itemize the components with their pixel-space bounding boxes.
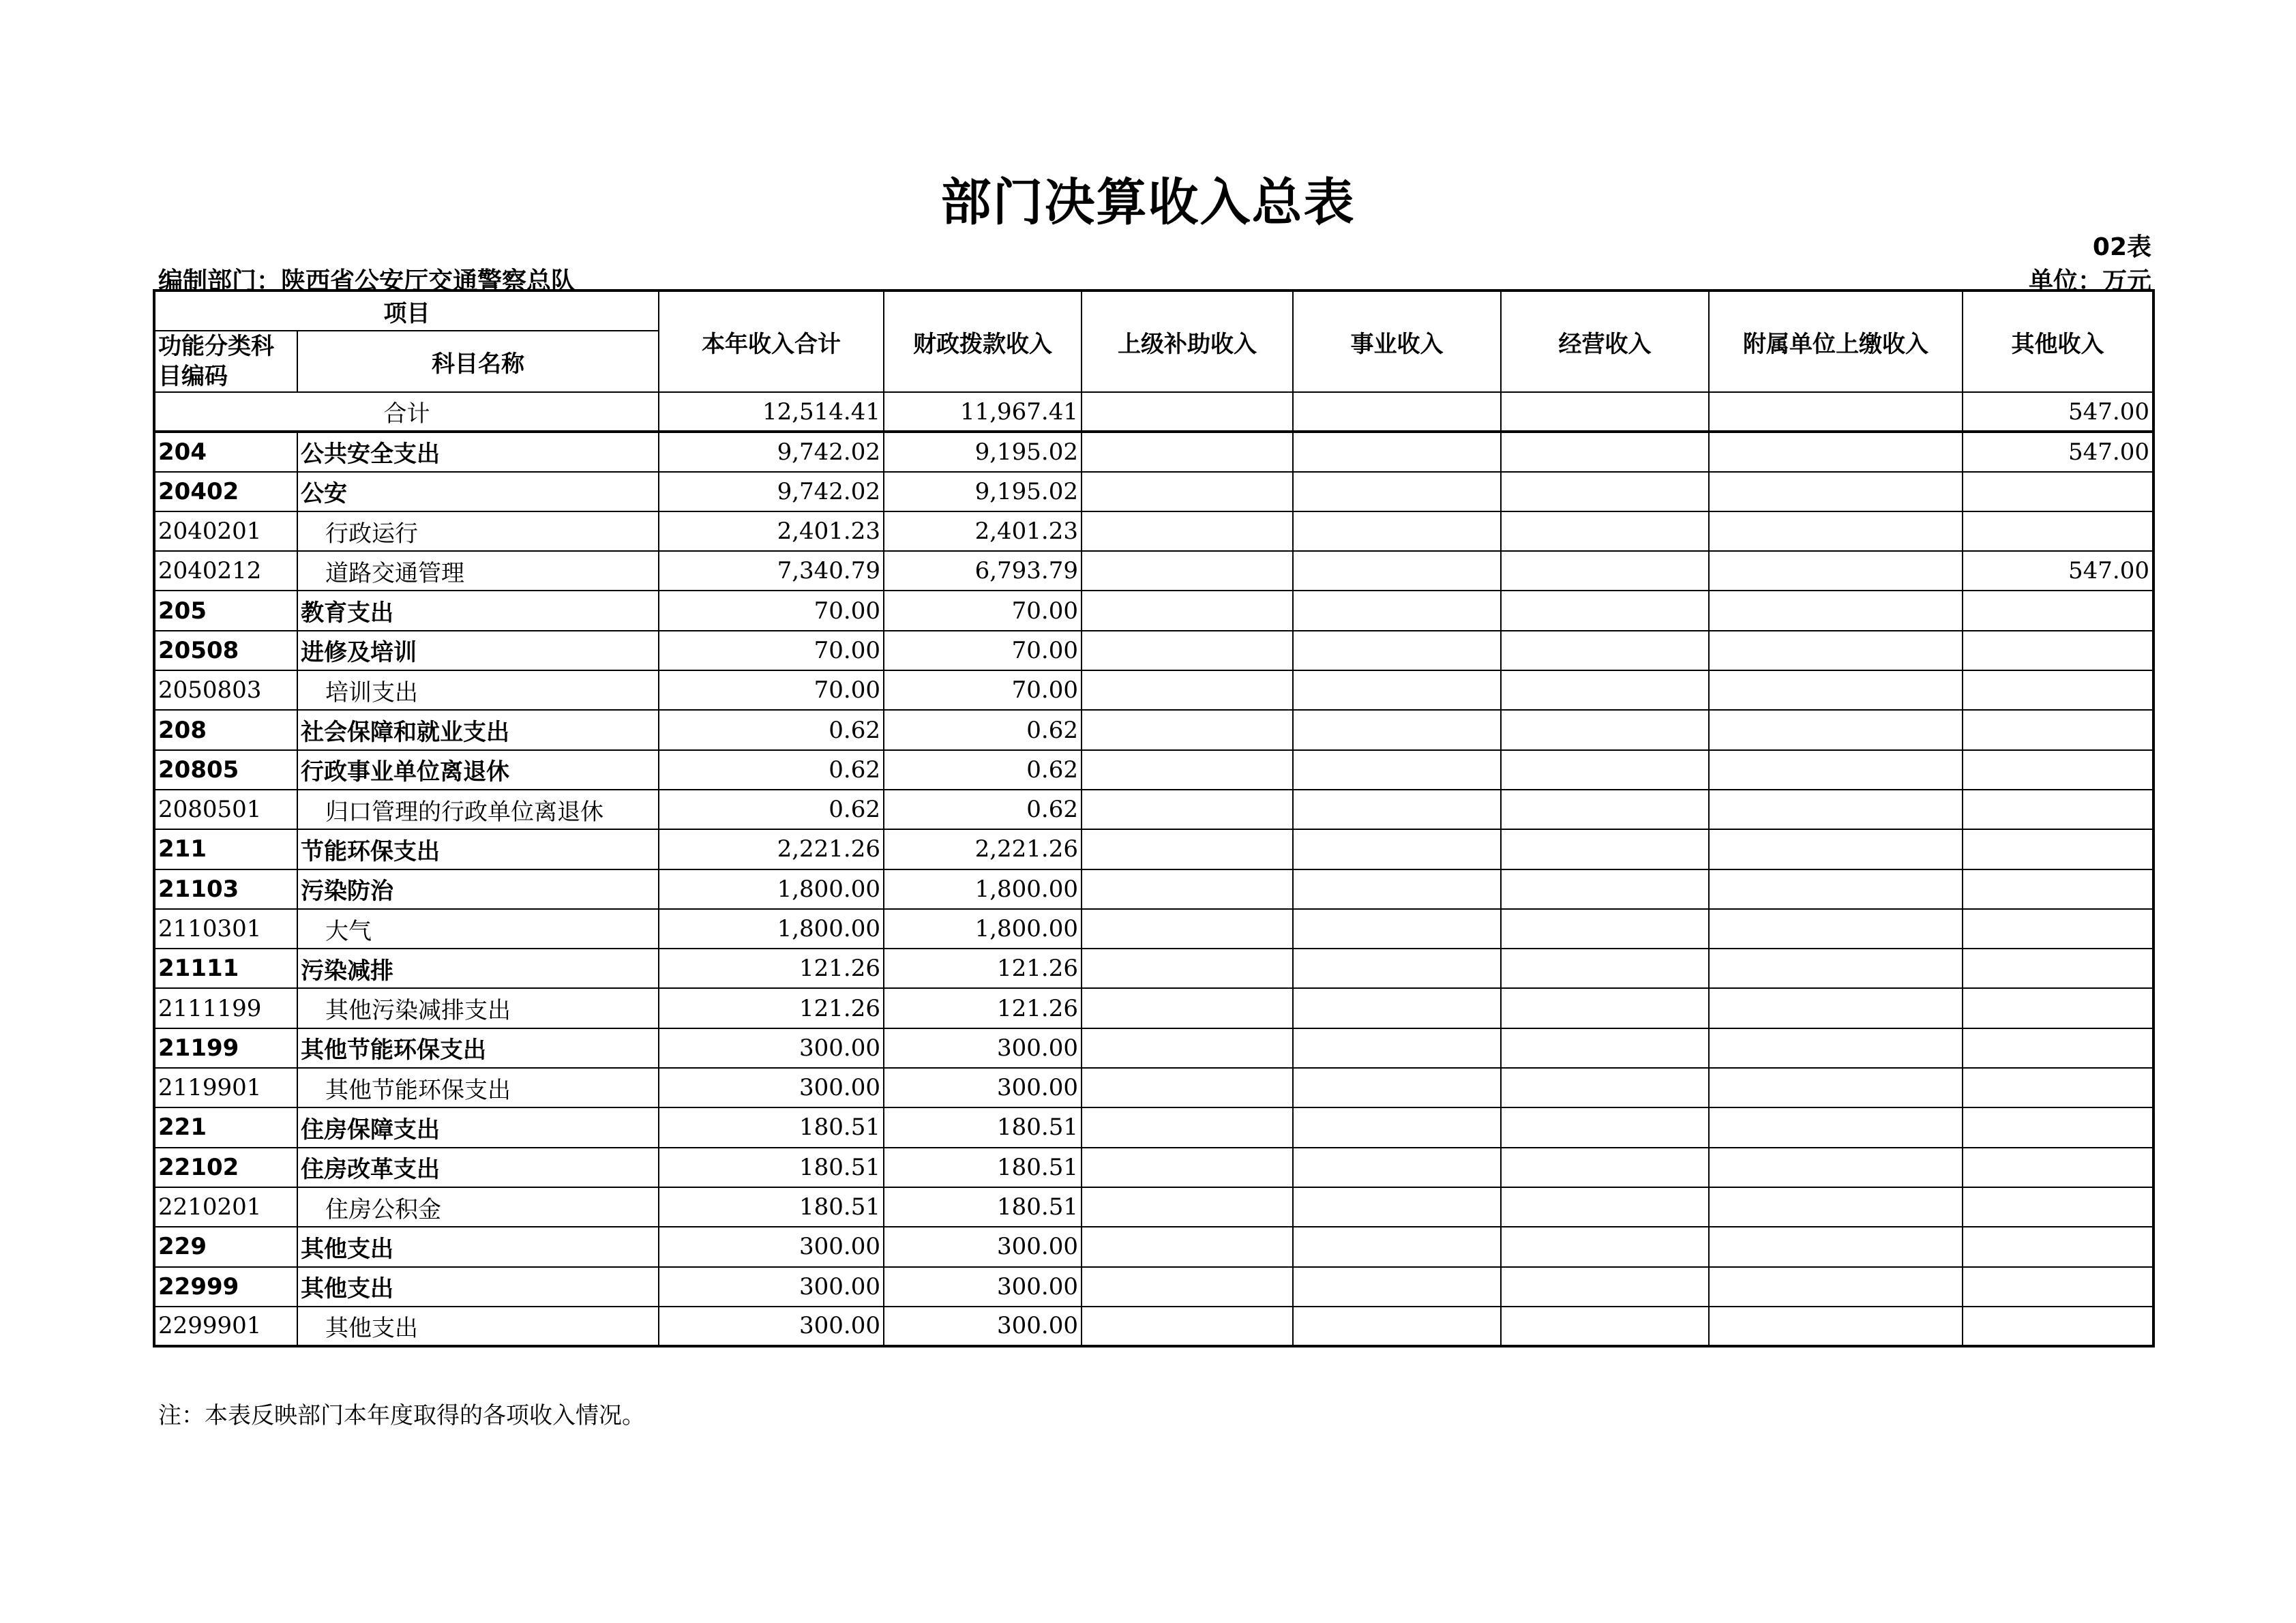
table-row (154, 1068, 2153, 1107)
row-value: 547.00 (1963, 551, 2153, 591)
row-value (1501, 750, 1709, 790)
row-value (1293, 790, 1501, 829)
row-value (1501, 1227, 1709, 1266)
row-code: 21199 (154, 1028, 297, 1068)
row-value (1082, 1227, 1293, 1266)
row-value: 180.51 (659, 1107, 884, 1147)
total-value: 12,514.41 (659, 392, 884, 432)
row-value: 70.00 (884, 591, 1082, 630)
row-code: 22999 (154, 1267, 297, 1307)
header-business-income: 事业收入 (1293, 291, 1501, 392)
header-superior-subsidy: 上级补助收入 (1082, 291, 1293, 392)
row-value (1501, 1148, 1709, 1187)
row-code: 2040201 (154, 511, 297, 551)
row-value (1501, 1068, 1709, 1107)
row-value (1082, 949, 1293, 988)
row-value (1963, 869, 2153, 909)
total-value (1293, 392, 1501, 432)
row-value (1293, 988, 1501, 1028)
row-value (1963, 1227, 2153, 1266)
table-row (154, 1307, 2153, 1346)
row-value (1709, 1267, 1963, 1307)
row-name: 污染防治 (297, 869, 659, 909)
row-value (1501, 631, 1709, 670)
row-name: 道路交通管理 (297, 551, 659, 591)
row-name: 行政事业单位离退休 (297, 750, 659, 790)
row-value (1501, 869, 1709, 909)
row-value (1963, 1267, 2153, 1307)
row-name: 归口管理的行政单位离退休 (297, 790, 659, 829)
row-code: 21103 (154, 869, 297, 909)
row-value (1082, 631, 1293, 670)
row-value (1963, 750, 2153, 790)
row-value (1963, 988, 2153, 1028)
row-value (1293, 1028, 1501, 1068)
row-value (1082, 710, 1293, 749)
row-value (1709, 949, 1963, 988)
row-value (1293, 869, 1501, 909)
row-value: 2,221.26 (884, 829, 1082, 869)
row-value (1293, 631, 1501, 670)
row-name: 住房改革支出 (297, 1148, 659, 1187)
row-code: 204 (154, 432, 297, 471)
row-code: 221 (154, 1107, 297, 1147)
row-value (1082, 909, 1293, 949)
row-value (1709, 670, 1963, 710)
row-value: 1,800.00 (659, 869, 884, 909)
total-row (154, 392, 2153, 432)
total-value (1082, 392, 1293, 432)
row-value (1709, 1227, 1963, 1266)
row-code: 21111 (154, 949, 297, 988)
row-value: 121.26 (659, 949, 884, 988)
header-affiliated-remittance: 附属单位上缴收入 (1709, 291, 1963, 392)
row-value (1963, 1307, 2153, 1346)
table-row (154, 670, 2153, 710)
row-value (1293, 1307, 1501, 1346)
header-code: 功能分类科目编码 (154, 331, 297, 392)
row-value (1963, 1107, 2153, 1147)
row-value: 9,195.02 (884, 472, 1082, 511)
table-row (154, 988, 2153, 1028)
row-value: 7,340.79 (659, 551, 884, 591)
row-value (1293, 829, 1501, 869)
row-value (1082, 750, 1293, 790)
row-value: 70.00 (884, 670, 1082, 710)
row-value: 0.62 (884, 710, 1082, 749)
row-name: 住房公积金 (297, 1187, 659, 1227)
row-value (1501, 472, 1709, 511)
row-value (1963, 710, 2153, 749)
row-value: 180.51 (884, 1187, 1082, 1227)
table-row (154, 1148, 2153, 1187)
row-value (1501, 1307, 1709, 1346)
table-row (154, 1227, 2153, 1266)
header-other-income: 其他收入 (1963, 291, 2153, 392)
row-name: 进修及培训 (297, 631, 659, 670)
department-label: 编制部门：陕西省公安厅交通警察总队 (158, 267, 576, 295)
row-value (1293, 1107, 1501, 1147)
row-name: 公共安全支出 (297, 432, 659, 471)
row-value (1082, 790, 1293, 829)
row-value (1293, 1227, 1501, 1266)
row-value (1501, 1267, 1709, 1307)
row-value: 70.00 (659, 631, 884, 670)
row-name: 其他支出 (297, 1307, 659, 1346)
row-value (1501, 710, 1709, 749)
row-value: 70.00 (884, 631, 1082, 670)
row-value: 1,800.00 (884, 909, 1082, 949)
row-value (1709, 909, 1963, 949)
row-value: 180.51 (884, 1107, 1082, 1147)
row-value: 2,221.26 (659, 829, 884, 869)
row-value (1963, 1148, 2153, 1187)
row-value: 0.62 (884, 790, 1082, 829)
row-name: 其他污染减排支出 (297, 988, 659, 1028)
row-value (1963, 949, 2153, 988)
row-value (1709, 1028, 1963, 1068)
row-value (1709, 591, 1963, 630)
row-value (1082, 551, 1293, 591)
row-value: 300.00 (884, 1307, 1082, 1346)
table-row (154, 869, 2153, 909)
row-value: 1,800.00 (884, 869, 1082, 909)
row-value: 547.00 (1963, 432, 2153, 471)
total-value (1501, 392, 1709, 432)
row-value: 9,195.02 (884, 432, 1082, 471)
table-row (154, 1028, 2153, 1068)
row-value (1963, 1187, 2153, 1227)
row-value (1709, 511, 1963, 551)
row-value (1082, 988, 1293, 1028)
row-value (1293, 591, 1501, 630)
row-value: 300.00 (884, 1267, 1082, 1307)
row-code: 211 (154, 829, 297, 869)
row-code: 2210201 (154, 1187, 297, 1227)
row-value (1082, 1107, 1293, 1147)
footnote: 注：本表反映部门本年度取得的各项收入情况。 (158, 1402, 645, 1429)
table-row (154, 472, 2153, 511)
row-value: 1,800.00 (659, 909, 884, 949)
table-row (154, 829, 2153, 869)
form-number: 02表 (2092, 233, 2151, 261)
total-value (1709, 392, 1963, 432)
row-value (1501, 432, 1709, 471)
row-value (1709, 1107, 1963, 1147)
table-row (154, 631, 2153, 670)
row-name: 其他支出 (297, 1267, 659, 1307)
table-row (154, 591, 2153, 630)
row-value (1082, 1028, 1293, 1068)
row-code: 208 (154, 710, 297, 749)
row-name: 教育支出 (297, 591, 659, 630)
row-value (1293, 1148, 1501, 1187)
row-value (1963, 1028, 2153, 1068)
row-code: 2040212 (154, 551, 297, 591)
row-value (1501, 591, 1709, 630)
row-name: 污染减排 (297, 949, 659, 988)
total-value: 11,967.41 (884, 392, 1082, 432)
row-value: 121.26 (659, 988, 884, 1028)
row-value (1082, 1187, 1293, 1227)
row-value (1963, 631, 2153, 670)
header-operating-income: 经营收入 (1501, 291, 1709, 392)
row-value (1709, 551, 1963, 591)
row-value (1082, 869, 1293, 909)
row-value (1293, 1267, 1501, 1307)
row-value (1293, 909, 1501, 949)
row-value (1082, 1267, 1293, 1307)
header-fiscal-allocation: 财政拨款收入 (884, 291, 1082, 392)
row-value: 300.00 (659, 1068, 884, 1107)
table-row (154, 710, 2153, 749)
row-value (1709, 1148, 1963, 1187)
row-code: 2119901 (154, 1068, 297, 1107)
row-code: 2110301 (154, 909, 297, 949)
row-value (1963, 1068, 2153, 1107)
row-value: 180.51 (659, 1148, 884, 1187)
row-code: 229 (154, 1227, 297, 1266)
row-value (1082, 472, 1293, 511)
row-value (1082, 432, 1293, 471)
row-value: 0.62 (659, 790, 884, 829)
table-row (154, 551, 2153, 591)
row-value: 0.62 (659, 750, 884, 790)
row-value (1293, 432, 1501, 471)
row-value: 70.00 (659, 591, 884, 630)
row-value (1501, 670, 1709, 710)
row-value: 300.00 (884, 1028, 1082, 1068)
row-value (1709, 631, 1963, 670)
row-value (1963, 790, 2153, 829)
row-value (1293, 472, 1501, 511)
table-row (154, 750, 2153, 790)
total-value: 547.00 (1963, 392, 2153, 432)
row-code: 22102 (154, 1148, 297, 1187)
row-code: 20805 (154, 750, 297, 790)
row-value (1709, 1068, 1963, 1107)
row-code: 2080501 (154, 790, 297, 829)
table-row (154, 1187, 2153, 1227)
row-value (1501, 1187, 1709, 1227)
row-value (1501, 551, 1709, 591)
row-value: 300.00 (659, 1307, 884, 1346)
row-value (1963, 511, 2153, 551)
row-value (1293, 1068, 1501, 1107)
row-name: 住房保障支出 (297, 1107, 659, 1147)
row-code: 2050803 (154, 670, 297, 710)
row-value (1709, 472, 1963, 511)
row-value: 300.00 (884, 1068, 1082, 1107)
row-value (1709, 710, 1963, 749)
row-value: 70.00 (659, 670, 884, 710)
row-code: 2299901 (154, 1307, 297, 1346)
row-value (1082, 1068, 1293, 1107)
row-value (1963, 591, 2153, 630)
row-value (1293, 511, 1501, 551)
row-value (1082, 511, 1293, 551)
header-total-income: 本年收入合计 (659, 291, 884, 392)
row-value (1293, 551, 1501, 591)
row-value: 0.62 (659, 710, 884, 749)
row-name: 节能环保支出 (297, 829, 659, 869)
row-value (1293, 949, 1501, 988)
row-value: 300.00 (659, 1227, 884, 1266)
row-code: 205 (154, 591, 297, 630)
row-value (1709, 988, 1963, 1028)
header-name: 科目名称 (297, 331, 659, 392)
row-value: 300.00 (659, 1267, 884, 1307)
row-value (1501, 949, 1709, 988)
row-code: 2111199 (154, 988, 297, 1028)
row-value (1082, 1148, 1293, 1187)
row-value (1082, 670, 1293, 710)
table-row (154, 949, 2153, 988)
row-value (1082, 829, 1293, 869)
row-value (1709, 869, 1963, 909)
table-row (154, 909, 2153, 949)
row-value: 2,401.23 (659, 511, 884, 551)
row-value (1501, 909, 1709, 949)
row-value: 300.00 (884, 1227, 1082, 1266)
row-code: 20508 (154, 631, 297, 670)
row-value (1501, 1107, 1709, 1147)
row-value (1709, 1187, 1963, 1227)
row-value: 121.26 (884, 949, 1082, 988)
table-row (154, 790, 2153, 829)
row-value: 180.51 (884, 1148, 1082, 1187)
row-value (1963, 670, 2153, 710)
row-name: 其他节能环保支出 (297, 1028, 659, 1068)
row-value (1709, 829, 1963, 869)
row-name: 其他支出 (297, 1227, 659, 1266)
row-value: 300.00 (659, 1028, 884, 1068)
row-value: 180.51 (659, 1187, 884, 1227)
row-value (1501, 829, 1709, 869)
row-value (1293, 710, 1501, 749)
row-value (1709, 750, 1963, 790)
row-value (1293, 750, 1501, 790)
table-row (154, 1107, 2153, 1147)
row-value (1293, 1187, 1501, 1227)
row-value: 9,742.02 (659, 432, 884, 471)
income-table (153, 289, 2155, 1347)
row-name: 行政运行 (297, 511, 659, 551)
table-row (154, 1267, 2153, 1307)
unit-label: 单位：万元 (2028, 267, 2151, 295)
row-value: 6,793.79 (884, 551, 1082, 591)
row-value (1709, 432, 1963, 471)
row-name: 其他节能环保支出 (297, 1068, 659, 1107)
row-name: 社会保障和就业支出 (297, 710, 659, 749)
row-value: 121.26 (884, 988, 1082, 1028)
row-value (1501, 511, 1709, 551)
row-value (1501, 1028, 1709, 1068)
row-value: 2,401.23 (884, 511, 1082, 551)
row-value (1963, 909, 2153, 949)
row-value (1963, 829, 2153, 869)
row-name: 培训支出 (297, 670, 659, 710)
row-value (1082, 591, 1293, 630)
row-name: 公安 (297, 472, 659, 511)
row-value: 9,742.02 (659, 472, 884, 511)
row-value (1709, 790, 1963, 829)
row-value (1501, 988, 1709, 1028)
row-name: 大气 (297, 909, 659, 949)
total-label: 合计 (154, 392, 659, 432)
row-value (1082, 1307, 1293, 1346)
table-row (154, 432, 2153, 471)
row-value (1963, 472, 2153, 511)
row-value (1709, 1307, 1963, 1346)
table-row (154, 511, 2153, 551)
row-value (1501, 790, 1709, 829)
row-value (1293, 670, 1501, 710)
row-value: 0.62 (884, 750, 1082, 790)
row-code: 20402 (154, 472, 297, 511)
page-title: 部门决算收入总表 (940, 173, 1356, 232)
header-item: 项目 (154, 291, 659, 331)
